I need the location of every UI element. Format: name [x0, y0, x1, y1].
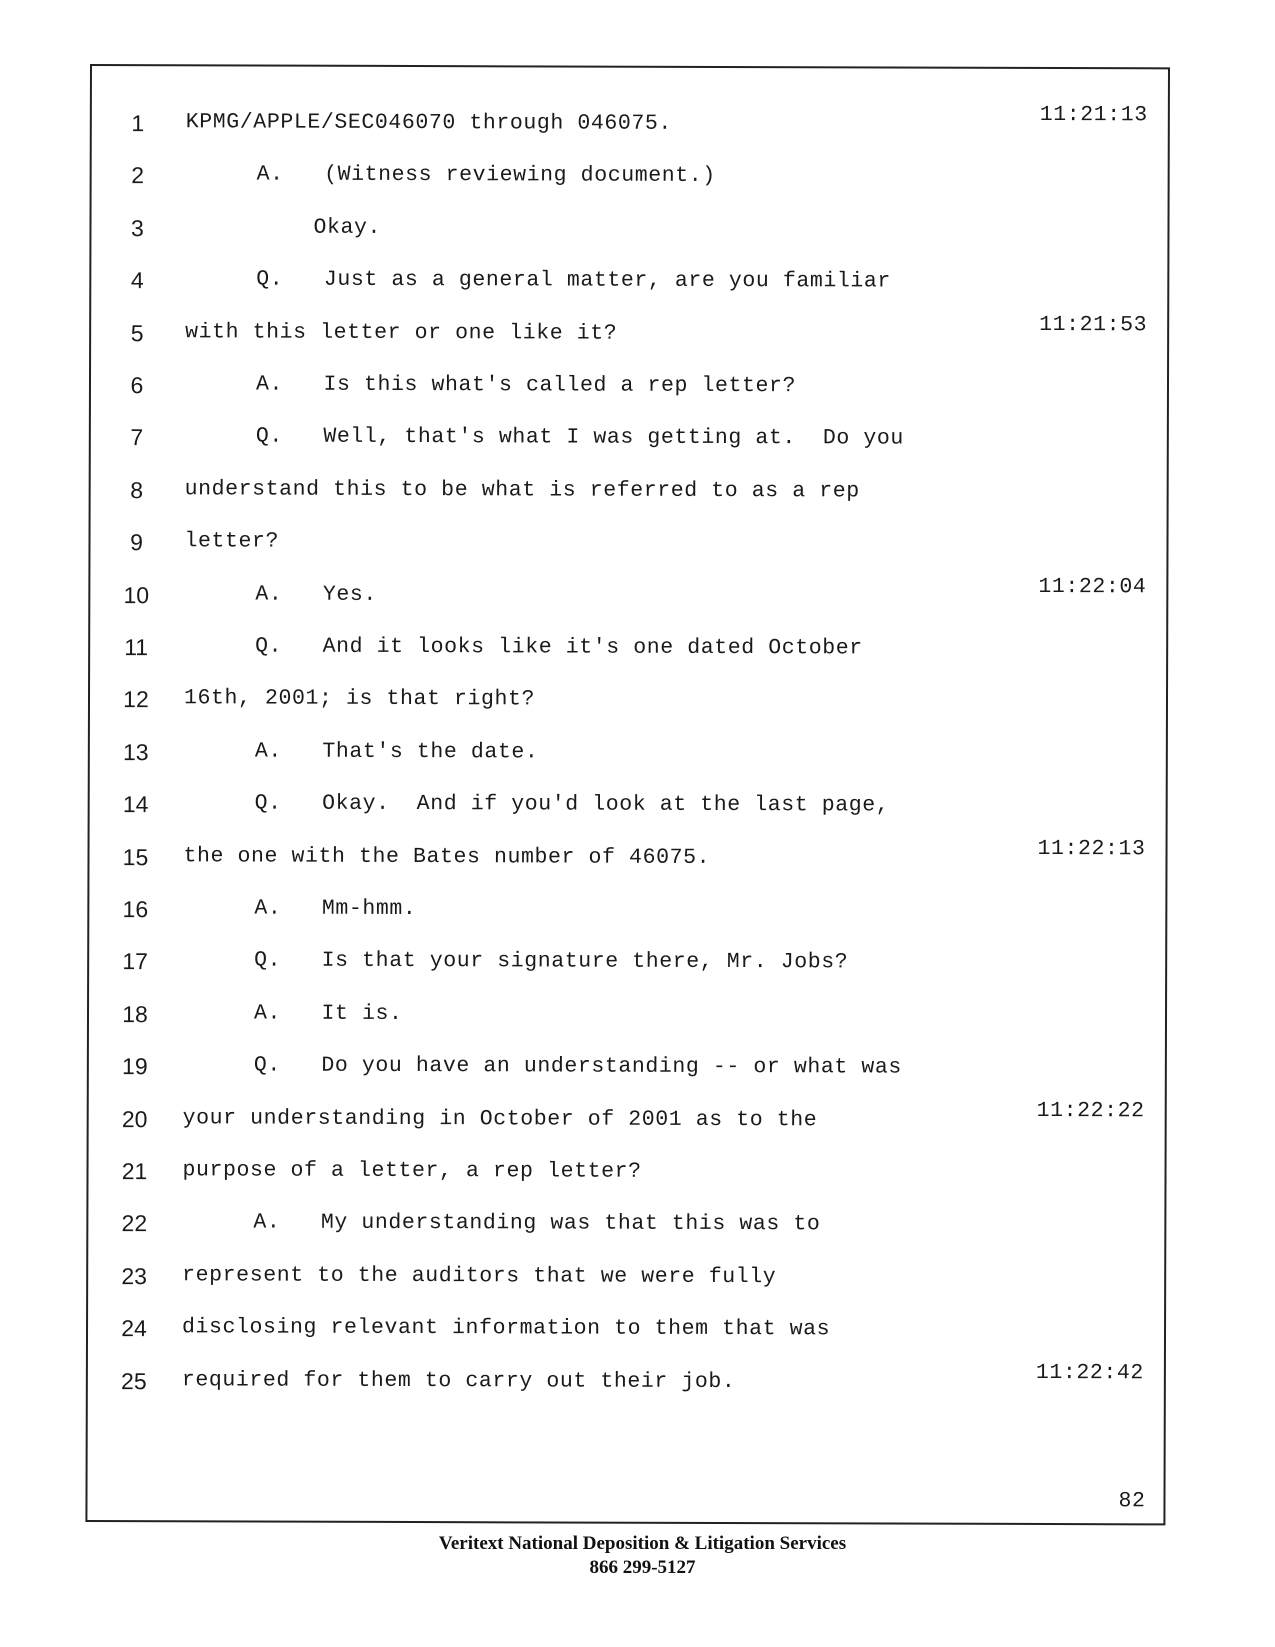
line-number: 8 [130, 476, 144, 503]
line-number: 13 [123, 738, 149, 765]
transcript-line [92, 102, 1168, 149]
line-text: A. It is. [253, 1001, 403, 1026]
line-text: A. Mm-hmm. [254, 896, 417, 922]
line-number: 7 [130, 424, 144, 451]
timestamp: 11:21:13 [1039, 102, 1148, 128]
line-text: the one with the Bates number of 46075. [183, 843, 711, 870]
footer [0, 1532, 1275, 1580]
line-text: Q. Just as a general matter, are you familiar [256, 267, 891, 294]
line-number: 10 [123, 581, 150, 608]
line-number: 21 [121, 1158, 148, 1185]
transcript-line [90, 630, 1166, 673]
transcript-line [91, 420, 1167, 463]
line-text: understand this to be what is referred to as a rep [184, 477, 860, 504]
line-text: A. That's the date. [254, 739, 539, 765]
transcript-line [90, 735, 1166, 778]
line-text: with this letter or one like it? [185, 319, 618, 346]
transcript-line [89, 1098, 1165, 1145]
line-text: A. Yes. [255, 582, 377, 607]
timestamp: 11:22:13 [1037, 836, 1146, 861]
transcript-line [91, 473, 1167, 516]
transcript-line [90, 787, 1166, 830]
line-text: KPMG/APPLE/SEC046070 through 046075. [185, 110, 672, 136]
line-number: 16 [122, 896, 149, 923]
line-number: 11 [124, 634, 149, 661]
line-number: 24 [121, 1315, 147, 1342]
line-text: Q. Do you have an understanding -- or what was [253, 1053, 902, 1080]
transcript-line [89, 836, 1165, 883]
transcript-line [90, 574, 1166, 621]
transcript-line [89, 892, 1165, 935]
line-number: 9 [130, 529, 143, 556]
line-text: Q. Is that your signature there, Mr. Jobs? [254, 948, 849, 975]
transcript-page [85, 64, 1170, 1525]
line-number: 2 [131, 162, 145, 189]
transcript-line [91, 368, 1167, 411]
transcript-line [88, 1259, 1164, 1302]
timestamp: 11:22:22 [1036, 1098, 1145, 1123]
line-number: 17 [122, 948, 149, 975]
transcript-line [90, 682, 1166, 725]
line-text: purpose of a letter, a rep letter? [182, 1158, 642, 1184]
line-number: 18 [122, 1000, 148, 1027]
line-text: A. Is this what's called a rep letter? [255, 372, 797, 399]
transcript-line [91, 211, 1167, 254]
line-number: 19 [122, 1053, 148, 1080]
transcript-line [88, 1311, 1164, 1354]
transcript-line [92, 158, 1168, 201]
line-number: 6 [130, 372, 144, 399]
line-number: 23 [121, 1262, 148, 1289]
footer-company: Veritext National Deposition & Litigation Services [438, 1533, 847, 1554]
timestamp: 11:22:42 [1035, 1360, 1144, 1385]
line-text: required for them to carry out their job. [181, 1367, 736, 1394]
line-text: 16th, 2001; is that right? [183, 686, 536, 712]
transcript-line [88, 1206, 1164, 1249]
line-text: represent to the auditors that we were fully [182, 1263, 777, 1289]
transcript-line [91, 312, 1167, 359]
transcript-line [91, 263, 1167, 306]
line-text: letter? [184, 529, 280, 554]
line-text: Okay. [313, 215, 382, 240]
line-text: disclosing relevant information to them that was [181, 1315, 831, 1342]
line-text: Q. Okay. And if you'd look at the last page, [254, 791, 890, 818]
line-number: 22 [121, 1210, 148, 1237]
line-number: 1 [131, 110, 145, 137]
line-text: Q. Well, that's what I was getting at. Do you [255, 424, 904, 451]
line-text: A. (Witness reviewing document.) [256, 162, 716, 189]
transcript-line [88, 1360, 1164, 1407]
transcript-line [88, 1154, 1164, 1197]
line-number: 4 [130, 267, 144, 294]
line-text: your understanding in October of 2001 as to the [182, 1105, 818, 1132]
page-number: 82 [1118, 1489, 1146, 1514]
line-number: 14 [122, 791, 149, 818]
line-number: 25 [121, 1367, 147, 1394]
transcript-line [89, 944, 1165, 987]
timestamp: 11:21:53 [1039, 312, 1148, 337]
line-number: 3 [131, 214, 144, 241]
timestamp: 11:22:04 [1038, 574, 1147, 599]
line-number: 15 [122, 843, 149, 870]
transcript-line [89, 997, 1165, 1040]
line-number: 12 [123, 686, 149, 713]
line-text: Q. And it looks like it's one dated October [255, 634, 863, 661]
line-text: A. My understanding was that this was to [253, 1210, 821, 1237]
footer-phone: 866 299-5127 [589, 1557, 696, 1578]
line-number: 20 [121, 1105, 148, 1132]
line-number: 5 [130, 319, 144, 346]
transcript-line [89, 1049, 1165, 1092]
transcript-line [90, 525, 1166, 568]
